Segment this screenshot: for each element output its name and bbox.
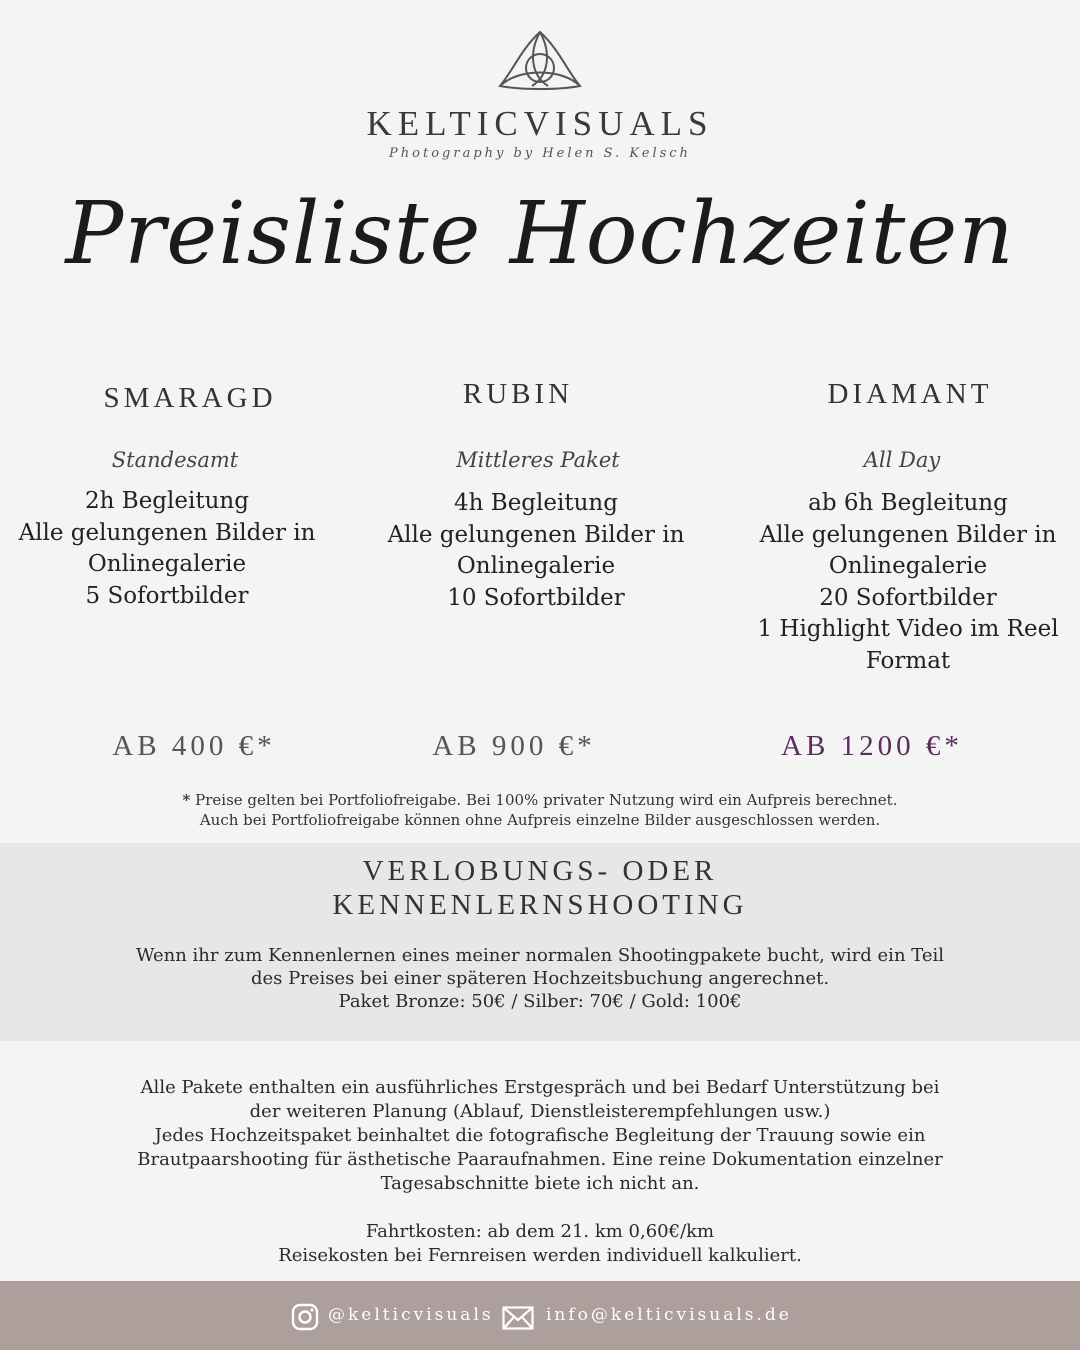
page-title: Preisliste Hochzeiten <box>65 184 1015 284</box>
feature-item: Alle gelungenen Bilder in <box>18 519 316 546</box>
price-footnote <box>0 790 1080 830</box>
info-line: Brautpaarshooting für ästhetische Paaraufnahmen. Eine reine Dokumentation einzelner <box>137 1149 943 1170</box>
info-line: Tagesabschnitte biete ich nicht an. <box>380 1173 700 1194</box>
info-line: Jedes Hochzeitspaket beinhaltet die fotografische Begleitung der Trauung sowie ein <box>154 1125 926 1146</box>
package-name-diamant: DIAMANT <box>827 378 993 410</box>
feature-item: ab 6h Begleitung <box>808 490 1008 516</box>
engagement-text-line3: Paket Bronze: 50€ / Silber: 70€ / Gold: 100€ <box>338 991 742 1012</box>
feature-item: Onlinegalerie <box>456 553 616 579</box>
package-price-smaragd: AB 400 €* <box>112 730 276 762</box>
package-subtitle-rubin: Mittleres Paket <box>456 448 620 472</box>
info-line: Reisekosten bei Fernreisen werden individuell kalkuliert. <box>278 1245 802 1266</box>
package-name-smaragd: SMARAGD <box>103 382 277 414</box>
footnote-asterisk: * <box>182 791 191 809</box>
engagement-text <box>0 944 1080 1013</box>
engagement-text-line1: Wenn ihr zum Kennenlernen eines meiner normalen Shootingpakete bucht, wird ein Teil <box>135 945 945 966</box>
info-line: Alle Pakete enthalten ein ausführliches Erstgespräch und bei Bedarf Unterstützung bei <box>140 1077 940 1098</box>
package-features-rubin <box>351 488 721 614</box>
info-line: Fahrtkosten: ab dem 21. km 0,60€/km <box>365 1221 715 1242</box>
package-features-diamant <box>723 488 1080 677</box>
info-line: der weiteren Planung (Ablauf, Dienstleisterempfehlungen usw.) <box>249 1101 831 1122</box>
engagement-title <box>0 854 1080 922</box>
info-line <box>0 1196 1080 1220</box>
package-subtitle-diamant: All Day <box>863 448 941 472</box>
mail-icon[interactable] <box>502 1306 534 1330</box>
engagement-title-line2: KENNENLERNSHOOTING <box>332 889 748 921</box>
celtic-knot-logo-icon <box>488 28 592 92</box>
feature-item: 20 Sofortbilder <box>819 584 997 611</box>
brand-name: KELTICVISUALS <box>366 104 714 143</box>
email-link[interactable]: info@kelticvisuals.de <box>546 1305 792 1325</box>
package-features-smaragd <box>0 486 352 612</box>
feature-item: Onlinegalerie <box>828 553 988 579</box>
feature-item: Alle gelungenen Bilder in <box>759 521 1057 548</box>
package-name-rubin: RUBIN <box>462 378 574 410</box>
instagram-icon[interactable] <box>291 1303 319 1331</box>
footnote-line2: Auch bei Portfoliofreigabe können ohne Aufpreis einzelne Bilder ausgeschlossen werden. <box>199 811 881 829</box>
info-text <box>0 1076 1080 1268</box>
package-subtitle-smaragd: Standesamt <box>111 448 239 472</box>
feature-item: 5 Sofortbilder <box>85 582 249 609</box>
package-price-rubin: AB 900 €* <box>432 730 596 762</box>
package-price-diamant: AB 1200 €* <box>781 730 963 762</box>
footnote-line1: Preise gelten bei Portfoliofreigabe. Bei 100% privater Nutzung wird ein Aufpreis berechnet. <box>190 791 898 809</box>
feature-item: 2h Begleitung <box>85 488 249 514</box>
footer-bar <box>0 1281 1080 1350</box>
feature-item: 10 Sofortbilder <box>447 584 625 611</box>
engagement-title-line1: VERLOBUNGS- ODER <box>362 855 718 887</box>
instagram-handle-link[interactable]: @kelticvisuals <box>328 1305 494 1325</box>
feature-item: Onlinegalerie <box>87 551 247 577</box>
feature-item: 1 Highlight Video im Reel <box>757 616 1059 642</box>
feature-item: 4h Begleitung <box>454 490 618 516</box>
engagement-text-line2: des Preises bei einer späteren Hochzeitsbuchung angerechnet. <box>250 968 830 989</box>
brand-tagline: Photography by Helen S. Kelsch <box>389 146 691 161</box>
feature-item: Format <box>865 647 951 674</box>
feature-item: Alle gelungenen Bilder in <box>387 521 685 548</box>
